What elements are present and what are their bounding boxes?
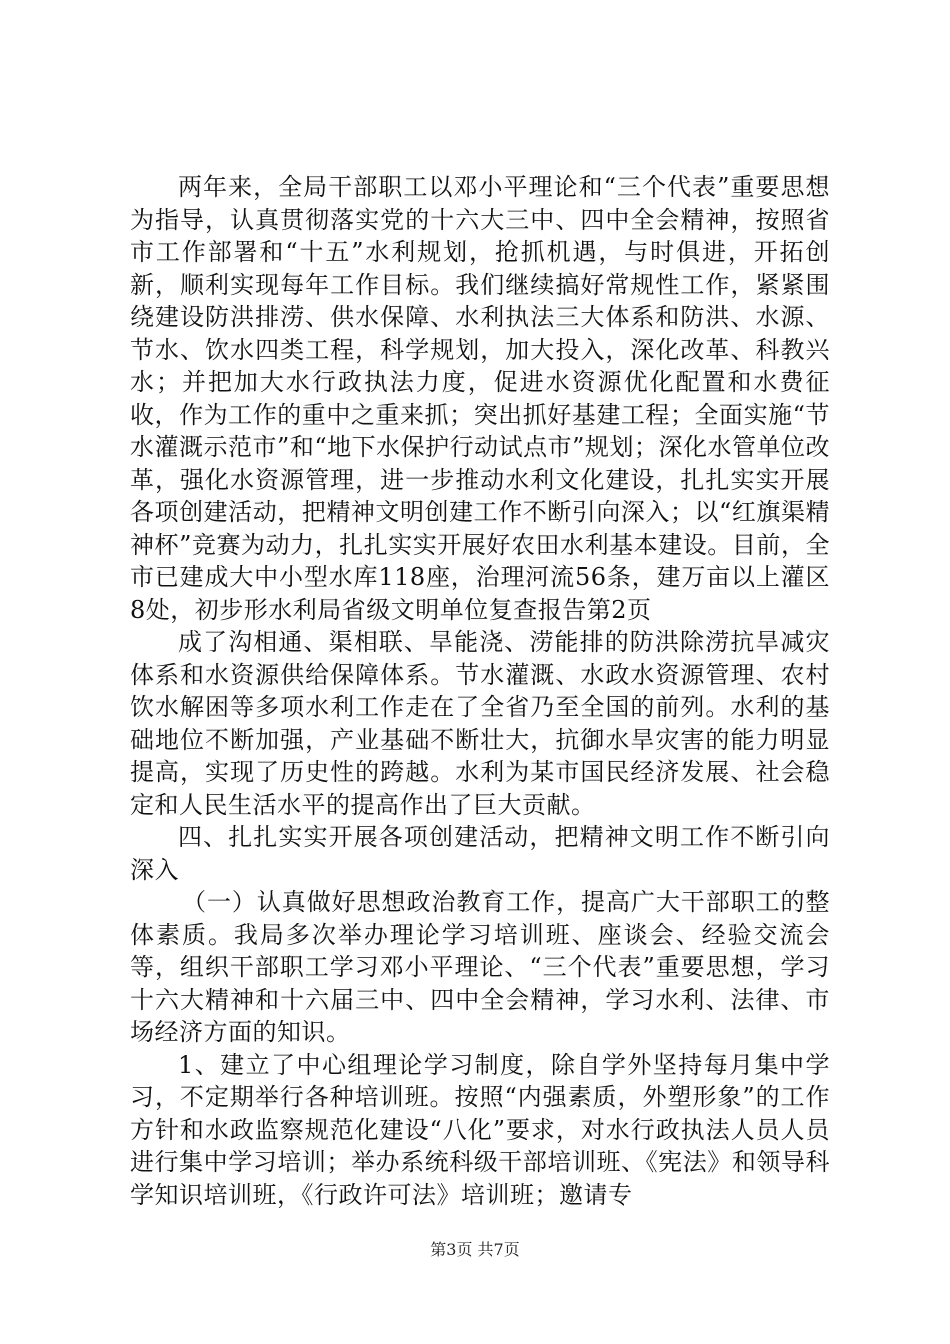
- paragraph-achievements: 成了沟相通、渠相联、旱能浇、涝能排的防洪除涝抗旱减灾体系和水资源供给保障体系。节水灌溉、水政水资源管理、农村饮水解困等多项水利工作走在了全省乃至全国的前列。水利的基础地位不断加强，产业基础不断壮大，抗御水旱灾害的能力明显提高，实现了历史性的跨越。水利为某市国民经济发展、社会稳定和人民生活水平的提高作出了巨大贡献。: [130, 628, 830, 819]
- document-body: [130, 171, 830, 1211]
- page-number-footer: 第3页 共7页: [430, 1240, 520, 1259]
- section-heading-four: 四、扎扎实实开展各项创建活动，把精神文明工作不断引向深入: [130, 823, 830, 884]
- paragraph-education: （一）认真做好思想政治教育工作，提高广大干部职工的整体素质。我局多次举办理论学习培训班、座谈会、经验交流会等，组织干部职工学习邓小平理论、“三个代表”重要思想，学习十六大精神和十六届三中、四中全会精神，学习水利、法律、市场经济方面的知识。: [130, 888, 830, 1046]
- paragraph-study-system: 1、建立了中心组理论学习制度，除自学外坚持每月集中学习，不定期举行各种培训班。按照“内强素质，外塑形象”的工作方针和水政监察规范化建设“八化”要求，对水行政执法人员人员进行集中学习培训；举办系统科级干部培训班、《宪法》和领导科学知识培训班，《行政许可法》培训班；邀请专: [130, 1050, 830, 1209]
- paragraph-overview: 两年来，全局干部职工以邓小平理论和“三个代表”重要思想为指导，认真贯彻落实党的十六大三中、四中全会精神，按照省市工作部署和“十五”水利规划，抢抓机遇，与时俱进，开拓创新，顺利实现每年工作目标。我们继续搞好常规性工作，紧紧围绕建设防洪排涝、供水保障、水利执法三大体系和防洪、水源、节水、饮水四类工程，科学规划，加大投入，深化改革、科教兴水；并把加大水行政执法力度，促进水资源优化配置和水费征收，作为工作的重中之重来抓；突出抓好基建工程；全面实施“节水灌溉示范市”和“地下水保护行动试点市”规划；深化水管单位改革，强化水资源管理，进一步推动水利文化建设，扎扎实实开展各项创建活动，把精神文明创建工作不断引向深入；以“红旗渠精神杯”竞赛为动力，扎扎实实开展好农田水利基本建设。目前，全市已建成大中小型水库118座，治理河流56条，建万亩以上灌区8处，初步形水利局省级文明单位复查报告第2页: [130, 173, 830, 624]
